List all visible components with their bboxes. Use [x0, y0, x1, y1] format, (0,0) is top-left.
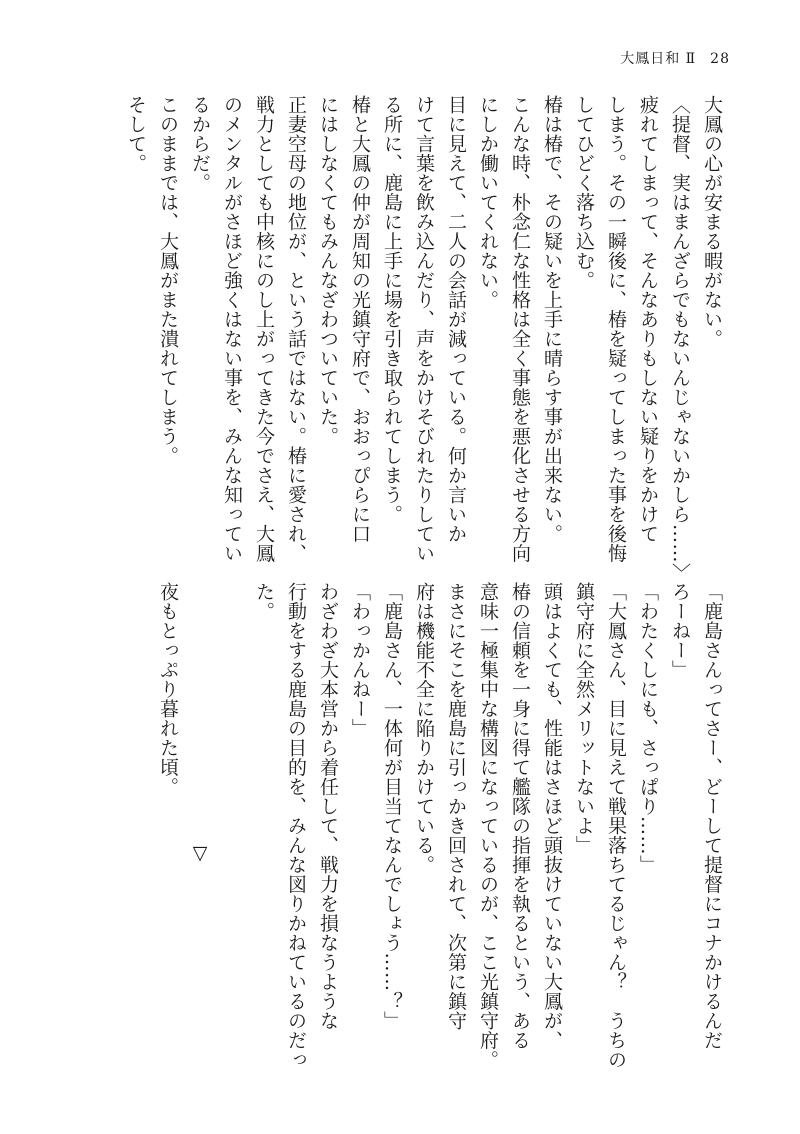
text-line: 「わたくしにも、さっぱり……」 [637, 582, 659, 875]
text-line: 「大鳳さん、目に見えて戦果落ちてるじゃん？ うちの [605, 582, 627, 1070]
text-line: にはしなくてもみんなざわついていた。 [317, 95, 339, 446]
text-line: このままでは、大鳳がまた潰れてしまう。 [157, 95, 179, 466]
scene-break-line [184, 582, 216, 1062]
text-line: 椿は椿で、その疑いを上手に晴らす事が出来ない。 [541, 95, 563, 544]
text-line: しまう。その一瞬後に、椿を疑ってしまった事を後悔 [605, 95, 627, 563]
text-line: 椿と大鳳の仲が周知の光鎮守府で、おおっぴらに口 [349, 95, 371, 544]
text-line: そして。 [125, 95, 147, 173]
text-line: 正妻空母の地位が、という話ではない。椿に愛され、 [285, 95, 307, 563]
text-line: 目に見えて、二人の会話が減っている。何か言いか [445, 95, 467, 544]
lower-text-block [152, 582, 728, 1070]
text-line: 意味一極集中な構図になっているのが、ここ光鎮守府。 [477, 582, 499, 1070]
text-line: 「鹿島さんってさー、どーして提督にコナかけるんだ [701, 582, 723, 1050]
text-line: るからだ。 [189, 95, 211, 193]
text-line: 夜もとっぷり暮れた頃。 [157, 582, 179, 797]
running-title: 大鳳日和 Ⅱ [620, 51, 697, 67]
text-line: こんな時、朴念仁な性格は全く事態を悪化させる方向 [509, 95, 531, 563]
text-line: 「鹿島さん、一体何が目当てなんでしょう……？」 [381, 582, 403, 1031]
running-header [620, 48, 730, 68]
text-line: してひどく落ち込む。 [573, 95, 595, 290]
upper-text-block [120, 95, 728, 585]
text-line: 頭はよくても、性能はさほど頭抜けていない大鳳が、 [541, 582, 563, 1050]
text-line: 鎮守府に全然メリットないよ」 [573, 582, 595, 855]
text-line: のメンタルがさほど強くはない事を、みんな知ってい [221, 95, 243, 563]
scene-break-mark: ▽ [189, 842, 211, 865]
text-line: にしか働いてくれない。 [477, 95, 499, 310]
text-line: 戦力としても中核にのし上がってきた今でさえ、大鳳 [253, 95, 275, 563]
text-line: まさにそこを鹿島に引っかき回されて、次第に鎮守 [445, 582, 467, 1031]
text-line: る所に、鹿島に上手に場を引き取られてしまう。 [381, 95, 403, 524]
text-line: けて言葉を飲み込んだり、声をかけそびれたりしてい [413, 95, 435, 563]
blank-line [216, 582, 248, 1062]
text-line: 大鳳の心が安まる暇がない。 [701, 95, 723, 349]
page-number: 28 [710, 51, 730, 67]
text-line: 疲れてしまって、そんなありもしない疑りをかけて [637, 95, 659, 544]
text-line: 府は機能不全に陥りかけている。 [413, 582, 435, 875]
text-line: た。 [253, 582, 275, 621]
text-line: ろーねー」 [669, 582, 691, 680]
text-line: わざわざ大本営から着任して、戦力を損なうような [317, 582, 339, 1031]
text-line: 行動をする鹿島の目的を、みんな図りかねているのだっ [285, 582, 307, 1070]
text-line: 椿の信頼を一身に得て艦隊の指揮を執るという、ある [509, 582, 531, 1050]
text-line: 〈提督、実はまんざらでもないんじゃないかしら……〉 [669, 95, 691, 583]
text-line: 「わっかんねー」 [349, 582, 371, 738]
